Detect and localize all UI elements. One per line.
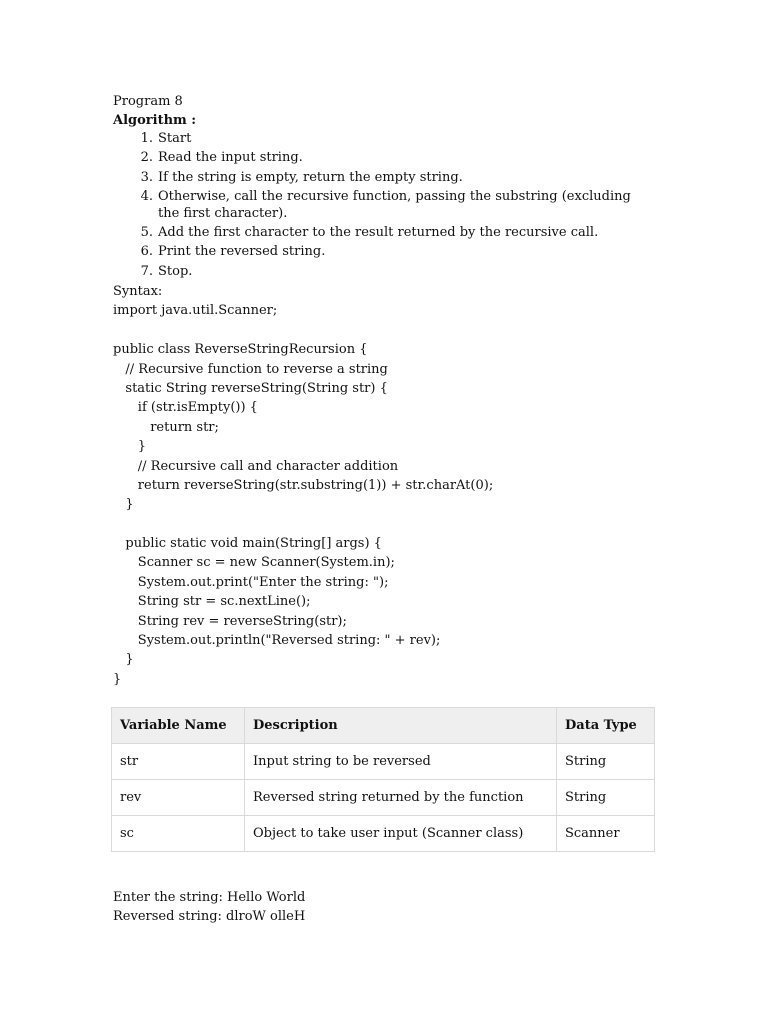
header-data-type: Data Type bbox=[557, 708, 655, 744]
code-line: } bbox=[113, 671, 122, 687]
cell-description: Input string to be reversed bbox=[245, 744, 557, 780]
code-line: } bbox=[113, 439, 147, 455]
code-section bbox=[113, 282, 728, 689]
code-line: } bbox=[113, 652, 134, 668]
header-variable-name: Variable Name bbox=[112, 708, 245, 744]
algorithm-step: 1. Start bbox=[140, 131, 192, 146]
code-line: public class ReverseStringRecursion { bbox=[113, 342, 368, 358]
program-output bbox=[113, 888, 728, 927]
algorithm-step: 2. Read the input string. bbox=[140, 150, 303, 166]
cell-description: Object to take user input (Scanner class) bbox=[245, 816, 557, 852]
code-line: static String reverseString(String str) { bbox=[113, 380, 388, 396]
algorithm-step: 3. If the string is empty, return the empty string. bbox=[140, 169, 463, 185]
code-line: // Recursive call and character addition bbox=[113, 458, 399, 474]
algorithm-step: 7. Stop. bbox=[140, 263, 193, 279]
code-line: import java.util.Scanner; bbox=[113, 303, 278, 319]
algorithm-steps bbox=[113, 131, 633, 283]
output-line: Reversed string: dlroW olleH bbox=[113, 909, 306, 925]
code-line: return str; bbox=[113, 419, 219, 435]
table-header-row bbox=[112, 708, 655, 744]
output-line: Enter the string: Hello World bbox=[113, 890, 306, 905]
algorithm-step: 4. Otherwise, call the recursive function, passing the substring (excluding the first character). bbox=[140, 189, 631, 221]
code-line bbox=[113, 321, 728, 340]
cell-description: Reversed string returned by the function bbox=[245, 780, 557, 816]
code-line: // Recursive function to reverse a string bbox=[113, 361, 388, 377]
code-line: String str = sc.nextLine(); bbox=[113, 594, 311, 610]
cell-variable: rev bbox=[112, 780, 245, 816]
table-row bbox=[112, 780, 655, 816]
code-line: public static void main(String[] args) { bbox=[113, 536, 382, 552]
syntax-label: Syntax: bbox=[113, 284, 163, 299]
code-line: } bbox=[113, 497, 134, 513]
table-row bbox=[112, 744, 655, 780]
algorithm-step: 6. Print the reversed string. bbox=[140, 244, 326, 260]
code-line: String rev = reverseString(str); bbox=[113, 613, 347, 629]
cell-type: String bbox=[557, 744, 655, 780]
code-line: System.out.println("Reversed string: " + rev); bbox=[113, 633, 441, 649]
code-line bbox=[113, 515, 728, 534]
program-title: Program 8 bbox=[113, 94, 183, 109]
code-line: return reverseString(str.substring(1)) + str.charAt(0); bbox=[113, 477, 494, 493]
code-line: if (str.isEmpty()) { bbox=[113, 400, 258, 416]
table-row bbox=[112, 816, 655, 852]
cell-variable: sc bbox=[112, 816, 245, 852]
algorithm-step: 5. Add the first character to the result returned by the recursive call. bbox=[140, 225, 599, 241]
code-line: System.out.print("Enter the string: "); bbox=[113, 574, 389, 590]
cell-type: Scanner bbox=[557, 816, 655, 852]
cell-variable: str bbox=[112, 744, 245, 780]
variables-table bbox=[111, 707, 655, 852]
header-description: Description bbox=[245, 708, 557, 744]
code-line: Scanner sc = new Scanner(System.in); bbox=[113, 555, 395, 571]
algorithm-heading: Algorithm : bbox=[113, 113, 197, 129]
header-section bbox=[113, 92, 728, 131]
cell-type: String bbox=[557, 780, 655, 816]
